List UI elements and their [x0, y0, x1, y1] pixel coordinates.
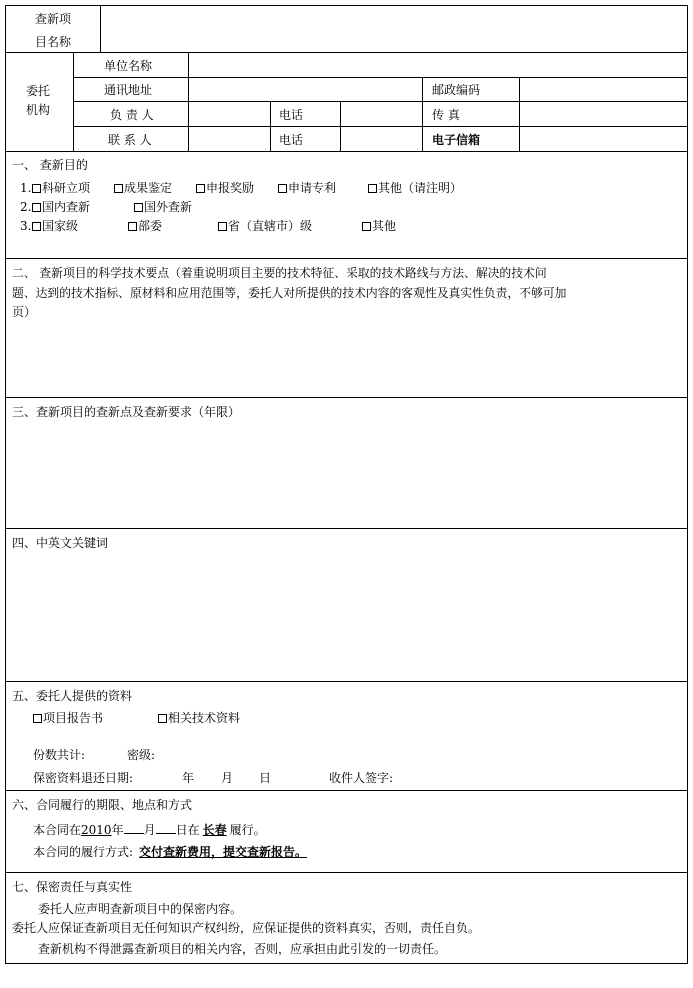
project-name-label-line2: 目名称: [35, 35, 72, 49]
scope-option-domestic[interactable]: 国内查新: [32, 200, 90, 214]
day-label: 日: [259, 771, 272, 785]
checkbox[interactable]: [128, 222, 137, 231]
divider: [270, 101, 271, 151]
material-option-tech-docs[interactable]: 相关技术资料: [158, 711, 240, 725]
client-label-line2: 机构: [26, 103, 51, 117]
address-label: 通讯地址: [104, 83, 153, 97]
project-name-label-line1: 查新项: [35, 12, 72, 26]
search-points-field[interactable]: [6, 424, 687, 527]
section3-title: 三、查新项目的查新点及查新要求（年限）: [12, 405, 241, 419]
divider: [5, 528, 688, 529]
address-field[interactable]: [189, 78, 422, 101]
checkbox[interactable]: [134, 203, 143, 212]
section7-line3: 查新机构不得泄露查新项目的相关内容，否则，应承担由此引发的一切责任。: [38, 942, 447, 956]
project-name-field[interactable]: [101, 6, 687, 52]
section4-title: 四、中英文关键词: [12, 536, 109, 550]
phone-field[interactable]: [341, 127, 422, 151]
unit-name-field[interactable]: [189, 53, 687, 77]
contract-month-blank[interactable]: [124, 821, 144, 834]
return-date-label: 保密资料退还日期:: [33, 771, 134, 785]
contract-day-blank[interactable]: [156, 821, 176, 834]
receiver-signature-label: 收件人签字:: [329, 771, 394, 785]
tech-points-field[interactable]: [6, 322, 687, 396]
divider: [5, 872, 688, 873]
phone-field[interactable]: [341, 102, 422, 126]
section2-text-line1: 二、 查新项目的科学技术要点（着重说明项目主要的技术特征、采取的技术路线与方法、解决的技术问: [12, 266, 547, 280]
section7-title: 七、保密责任与真实性: [12, 880, 133, 894]
client-label-line1: 委托: [26, 84, 51, 98]
email-field[interactable]: [520, 127, 687, 151]
section7-line1: 委托人应声明查新项目中的保密内容。: [38, 902, 243, 916]
postcode-label: 邮政编码: [432, 83, 481, 97]
unit-name-label: 单位名称: [104, 59, 153, 73]
divider: [5, 151, 688, 152]
checkbox[interactable]: [32, 184, 41, 193]
section5-title: 五、委托人提供的资料: [12, 689, 133, 703]
checkbox[interactable]: [278, 184, 287, 193]
person-in-charge-label: 负 责 人: [110, 108, 154, 122]
purpose-row1-prefix: 1.: [20, 181, 32, 195]
person-in-charge-field[interactable]: [189, 102, 270, 126]
contract-year: 2010: [81, 823, 112, 837]
purpose-option-award[interactable]: 申报奖励: [196, 181, 254, 195]
purpose-option-patent[interactable]: 申请专利: [278, 181, 336, 195]
level-option-province[interactable]: 省（直辖市）级: [218, 219, 312, 233]
fax-field[interactable]: [520, 102, 687, 126]
checkbox[interactable]: [218, 222, 227, 231]
divider: [5, 790, 688, 791]
contract-place: 长春: [202, 823, 227, 837]
checkbox[interactable]: [196, 184, 205, 193]
copies-label: 份数共计:: [33, 748, 86, 762]
checkbox[interactable]: [158, 714, 167, 723]
contract-term-line: 本合同在2010年 月 日在 长春 履行。: [33, 823, 266, 837]
level-row-prefix: 3.: [20, 219, 32, 233]
scope-row-prefix: 2.: [20, 200, 32, 214]
secret-level-label: 密级:: [127, 748, 156, 762]
month-label: 月: [221, 771, 234, 785]
purpose-option-appraisal[interactable]: 成果鉴定: [114, 181, 172, 195]
border-bottom: [5, 963, 688, 964]
contact-field[interactable]: [189, 127, 270, 151]
purpose-option-research[interactable]: 科研立项: [32, 181, 90, 195]
material-option-report[interactable]: 项目报告书: [33, 711, 103, 725]
section2-text-line3: 页）: [12, 305, 37, 319]
level-option-ministry[interactable]: 部委: [128, 219, 162, 233]
keywords-field[interactable]: [6, 555, 687, 680]
phone-label: 电话: [279, 133, 304, 147]
checkbox[interactable]: [32, 222, 41, 231]
checkbox[interactable]: [362, 222, 371, 231]
level-option-national[interactable]: 国家级: [32, 219, 78, 233]
divider: [422, 77, 423, 151]
section6-title: 六、合同履行的期限、地点和方式: [12, 798, 193, 812]
year-label: 年: [182, 771, 195, 785]
section7-line2: 委托人应保证查新项目无任何知识产权纠纷，应保证提供的资料真实，否则，责任自负。: [12, 921, 481, 935]
divider: [5, 397, 688, 398]
email-label: 电子信箱: [432, 133, 481, 147]
contract-method-line: 本合同的履行方式: 交付查新费用，提交查新报告。: [33, 845, 308, 859]
divider: [5, 258, 688, 259]
scope-option-foreign[interactable]: 国外查新: [134, 200, 192, 214]
checkbox[interactable]: [368, 184, 377, 193]
section1-title: 一、 查新目的: [12, 158, 88, 172]
contact-label: 联 系 人: [108, 133, 152, 147]
postcode-field[interactable]: [520, 78, 687, 101]
checkbox[interactable]: [32, 203, 41, 212]
level-option-other[interactable]: 其他: [362, 219, 396, 233]
purpose-option-other[interactable]: 其他（请注明）: [368, 181, 462, 195]
phone-label: 电话: [279, 108, 304, 122]
border-right: [687, 5, 688, 964]
checkbox[interactable]: [33, 714, 42, 723]
fax-label: 传 真: [432, 108, 460, 122]
contract-method: 交付查新费用，提交查新报告。: [139, 845, 308, 859]
divider: [5, 681, 688, 682]
checkbox[interactable]: [114, 184, 123, 193]
section2-text-line2: 题、达到的技术指标、原材料和应用范围等，委托人对所提供的技术内容的客观性及真实性负责，不够可加: [12, 286, 567, 300]
